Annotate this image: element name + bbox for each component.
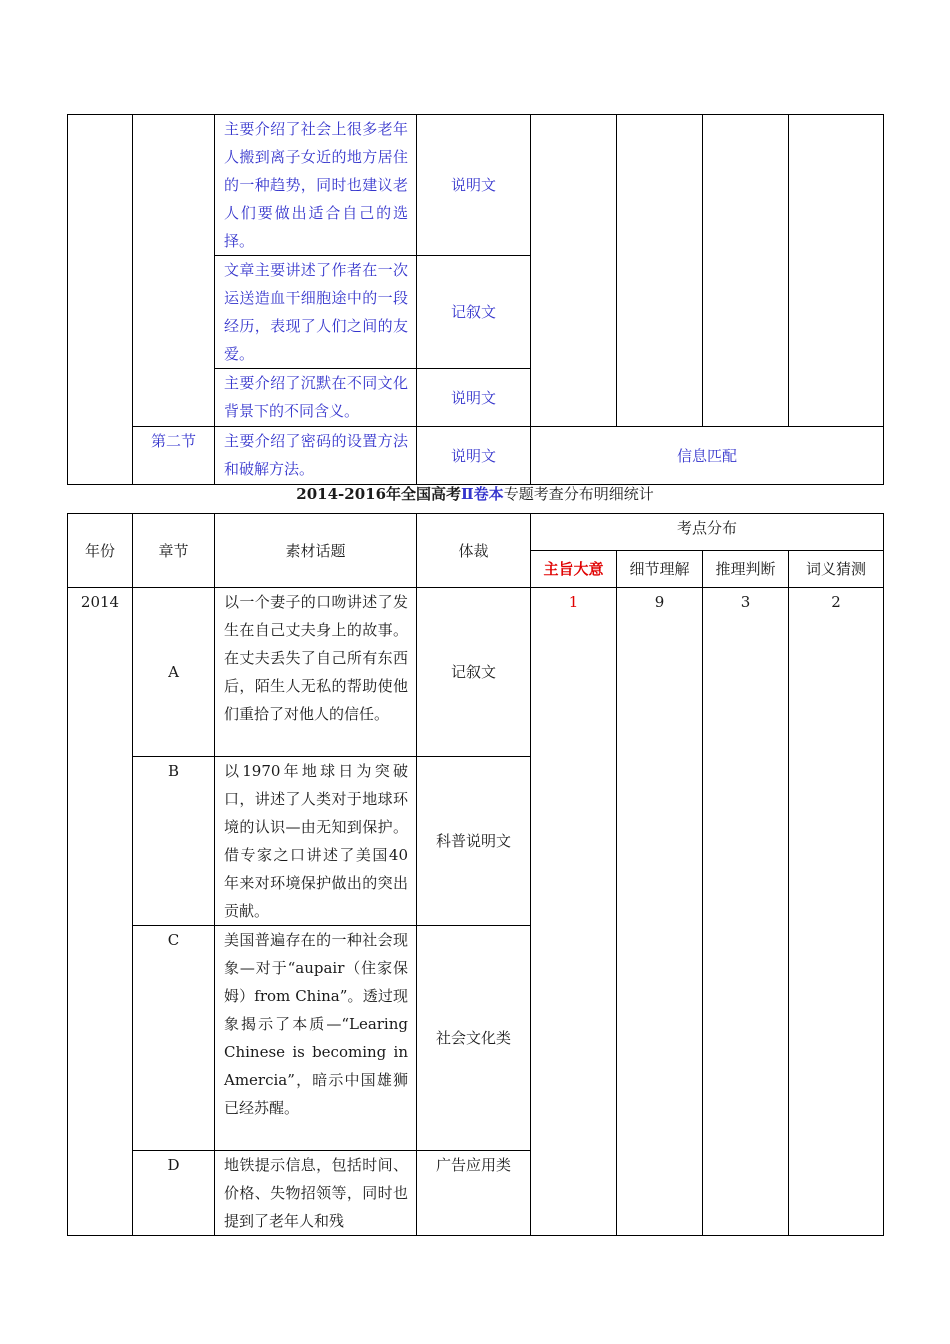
genre-cell: 科普说明文: [417, 757, 531, 926]
continued-table: [67, 114, 884, 485]
year-cell: 2014: [68, 588, 133, 1236]
dist-cell-empty: [703, 115, 789, 427]
topic-cell: 以1970年地球日为突破口，讲述了人类对于地球环境的认识—由无知到保护。借专家之口讲述了美国40年来对环境保护做出的突出贡献。: [215, 757, 417, 926]
header-distribution: 考点分布: [531, 514, 884, 551]
section-cell: D: [133, 1151, 215, 1236]
header-main-idea: 主旨大意: [531, 551, 617, 588]
topic-cell: 以一个妻子的口吻讲述了发生在自己丈夫身上的故事。在丈夫丢失了自己所有东西后，陌生人无私的帮助使他们重拾了对他人的信任。: [215, 588, 417, 757]
genre-cell: 记叙文: [417, 588, 531, 757]
section-cell-empty: [133, 115, 215, 427]
genre-cell: 说明文: [417, 369, 531, 427]
table-title: [0, 484, 950, 504]
section-cell: C: [133, 926, 215, 1151]
title-years: 2014-2016: [296, 485, 387, 503]
topic-cell: 地铁提示信息，包括时间、价格、失物招领等，同时也提到了老年人和残: [215, 1151, 417, 1236]
year-cell-empty: [68, 115, 133, 485]
genre-cell: 说明文: [417, 427, 531, 485]
count-detail: 9: [617, 588, 703, 1236]
topic-cell: 主要介绍了密码的设置方法和破解方法。: [215, 427, 417, 485]
count-word-meaning: 2: [789, 588, 884, 1236]
dist-cell-empty: [531, 115, 617, 427]
genre-cell: 记叙文: [417, 256, 531, 369]
header-genre: 体裁: [417, 514, 531, 588]
distribution-table: [67, 513, 884, 1236]
topic-cell: 主要介绍了社会上很多老年人搬到离子女近的地方居住的一种趋势，同时也建议老人们要做出适合自己的选择。: [215, 115, 417, 256]
topic-cell: 主要介绍了沉默在不同文化背景下的不同含义。: [215, 369, 417, 427]
section-cell: A: [133, 588, 215, 757]
genre-cell: 广告应用类: [417, 1151, 531, 1236]
genre-cell: 社会文化类: [417, 926, 531, 1151]
dist-cell-empty: [789, 115, 884, 427]
count-main-idea: 1: [531, 588, 617, 1236]
title-text: 年全国高考: [386, 485, 462, 503]
topic-cell: 文章主要讲述了作者在一次运送造血干细胞途中的一段经历，表现了人们之间的友爱。: [215, 256, 417, 369]
title-rest: 专题考查分布明细统计: [503, 485, 654, 503]
header-inference: 推理判断: [703, 551, 789, 588]
section-cell: B: [133, 757, 215, 926]
section-cell: 第二节: [133, 427, 215, 485]
title-paper: Ⅱ卷本: [461, 485, 504, 503]
header-word-meaning: 词义猜测: [789, 551, 884, 588]
topic-cell: 美国普遍存在的一种社会现象—对于“aupair（住家保姆）from China”。透过现象揭示了本质—“Learing Chinese is becoming in Amercia”，暗示中国雄狮已经苏醒。: [215, 926, 417, 1151]
header-detail: 细节理解: [617, 551, 703, 588]
header-section: 章节: [133, 514, 215, 588]
dist-cell-empty: [617, 115, 703, 427]
genre-cell: 说明文: [417, 115, 531, 256]
header-year: 年份: [68, 514, 133, 588]
count-inference: 3: [703, 588, 789, 1236]
question-type-cell: 信息匹配: [531, 427, 884, 485]
header-topic: 素材话题: [215, 514, 417, 588]
